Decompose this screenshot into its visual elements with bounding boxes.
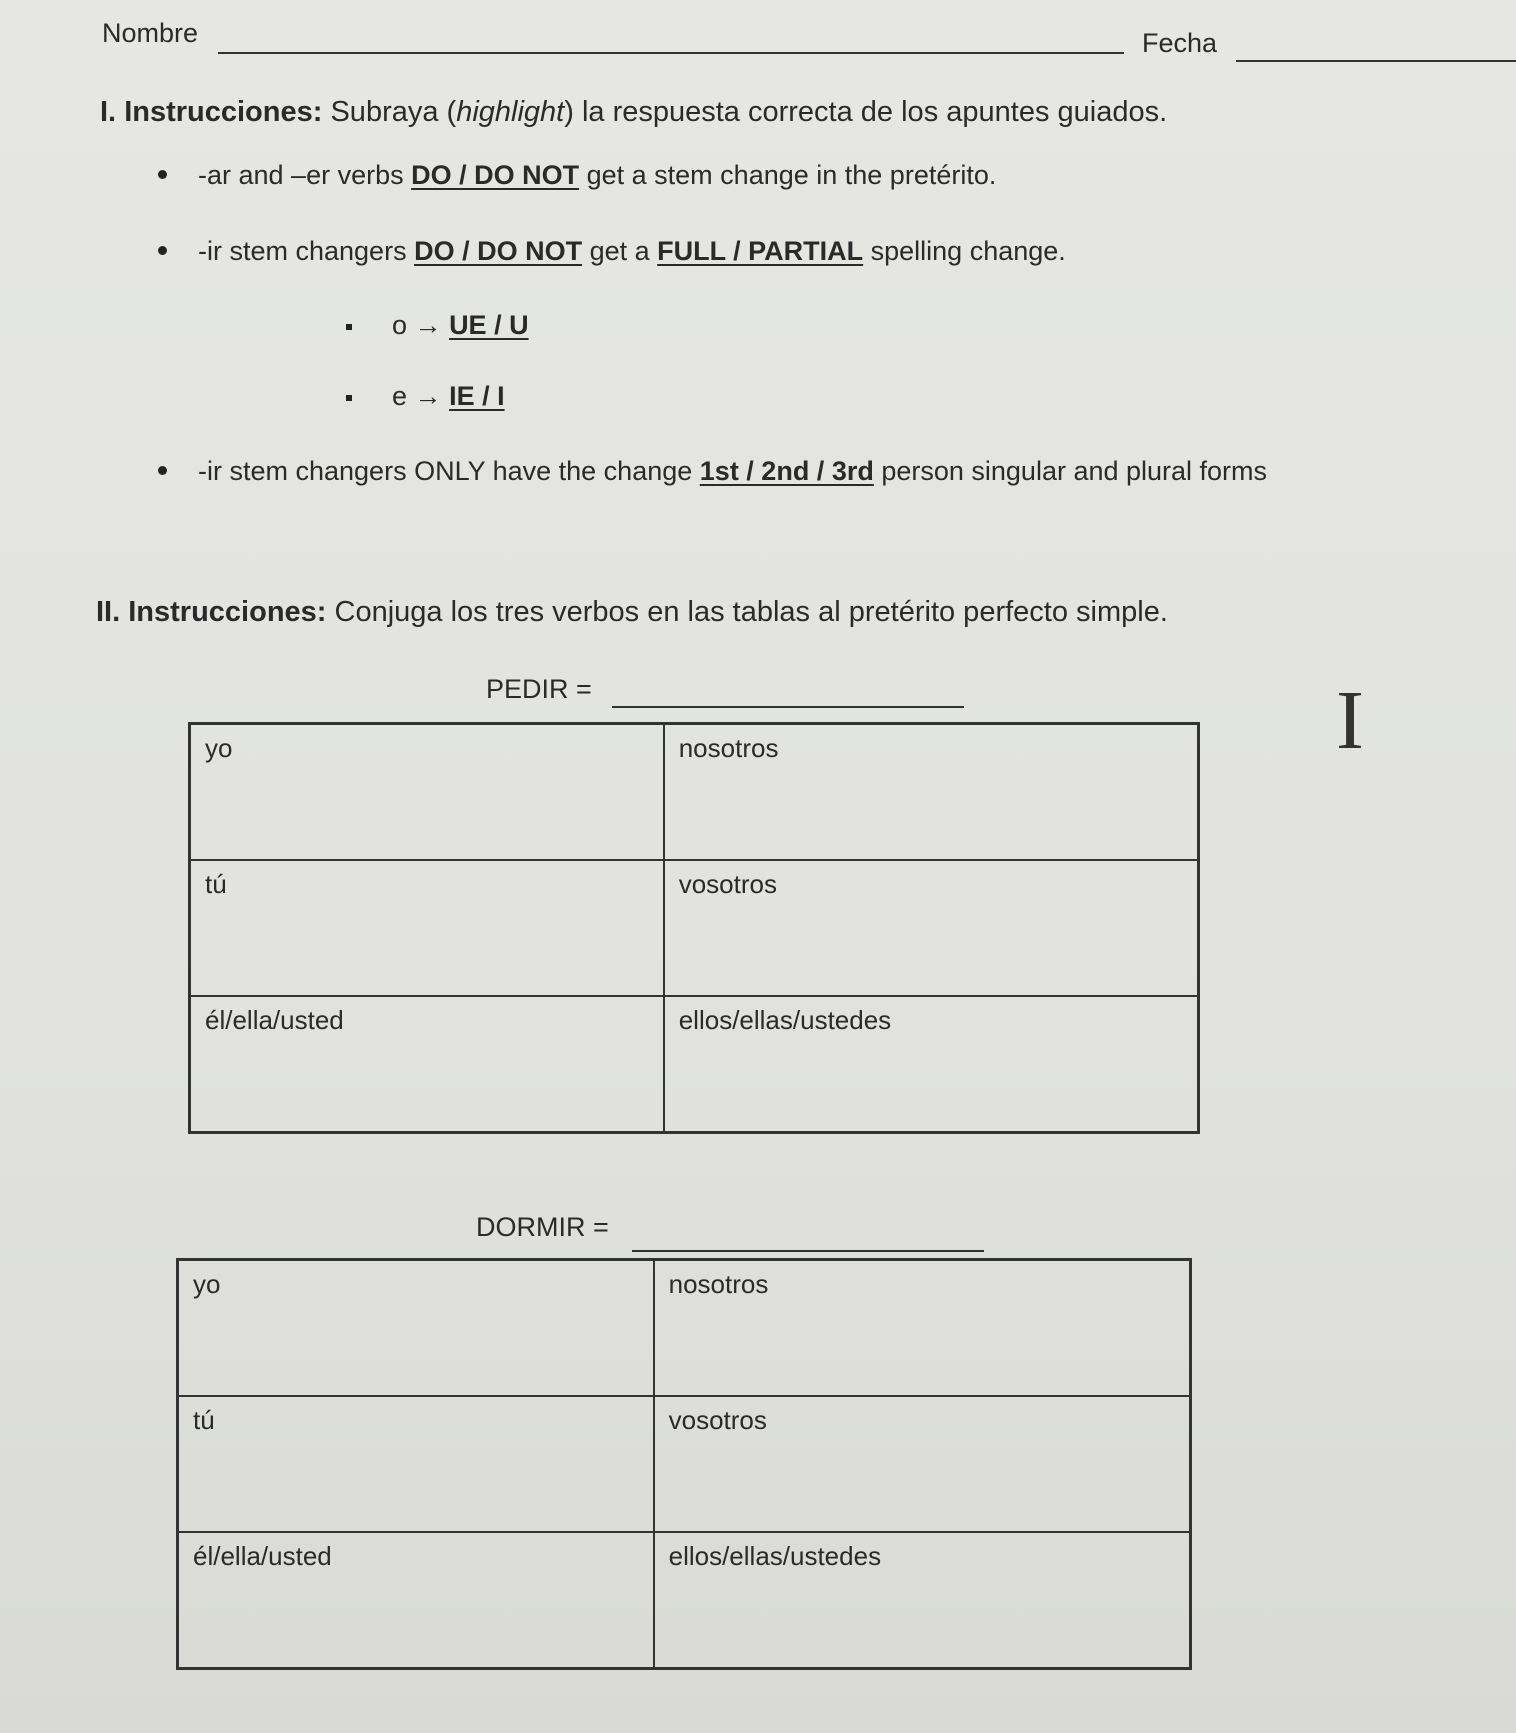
section2-text: Conjuga los tres verbos en las tablas al pretérito perfecto simple. xyxy=(334,596,1168,628)
section1-text-b: ) la respuesta correcta de los apuntes guiados. xyxy=(564,96,1168,128)
text-cursor-icon: I xyxy=(1336,674,1364,767)
table-2-caption: DORMIR = xyxy=(476,1212,609,1242)
bullet-3-option[interactable]: 1st / 2nd / 3rd xyxy=(699,456,874,486)
section1-number: I. xyxy=(100,96,117,128)
bullet-2-text-end: spelling change. xyxy=(863,236,1066,266)
table-row xyxy=(190,860,1199,996)
bullet-1-text: -ar and –er verbs xyxy=(198,160,412,190)
table-cell-nosotros[interactable]: nosotros xyxy=(664,724,1199,861)
bullet-1-text-end: get a stem change in the pretérito. xyxy=(579,160,997,190)
section1-text-a: Subraya ( xyxy=(330,96,457,128)
table-row xyxy=(190,724,1199,861)
date-blank[interactable] xyxy=(1236,60,1516,62)
table-cell-vosotros[interactable]: vosotros xyxy=(664,860,1199,996)
table-cell-el-ella-usted[interactable]: él/ella/usted xyxy=(178,1532,654,1669)
sub-bullet-e-option[interactable]: IE / I xyxy=(449,381,505,411)
bullet-2-text: -ir stem changers xyxy=(198,236,415,266)
bullet-3-text: -ir stem changers ONLY have the change xyxy=(198,456,700,486)
sub-bullet-square xyxy=(346,395,352,401)
table-cell-yo[interactable]: yo xyxy=(178,1260,654,1397)
arrow-right-icon: → xyxy=(414,310,442,340)
date-label: Fecha xyxy=(1142,28,1218,58)
name-blank[interactable] xyxy=(218,52,1124,54)
sub-bullet-o-option[interactable]: UE / U xyxy=(449,310,529,340)
bullet-1 xyxy=(198,160,996,191)
bullet-2-option-2[interactable]: FULL / PARTIAL xyxy=(657,236,864,266)
section2-number: II. xyxy=(96,596,121,628)
bullet-2-option-1[interactable]: DO / DO NOT xyxy=(414,236,583,266)
bullet-1-option[interactable]: DO / DO NOT xyxy=(411,160,580,190)
table-row xyxy=(178,1260,1191,1397)
bullet-3-text-end: person singular and plural forms xyxy=(873,456,1268,486)
table-cell-yo[interactable]: yo xyxy=(190,724,664,861)
sub-bullet-o xyxy=(392,310,529,341)
bullet-3 xyxy=(198,456,1267,487)
section1-label: Instrucciones: xyxy=(124,96,323,128)
table-cell-vosotros[interactable]: vosotros xyxy=(654,1396,1191,1532)
table-cell-ellos-ellas-ustedes[interactable]: ellos/ellas/ustedes xyxy=(654,1532,1191,1669)
bullet-dot xyxy=(158,170,167,179)
sub-bullet-o-from: o xyxy=(392,310,408,340)
arrow-right-icon: → xyxy=(414,381,442,411)
table-row xyxy=(178,1396,1191,1532)
table-2-blank[interactable] xyxy=(632,1250,984,1252)
bullet-dot xyxy=(158,466,167,475)
table-row xyxy=(178,1532,1191,1669)
table-cell-nosotros[interactable]: nosotros xyxy=(654,1260,1191,1397)
section2-heading xyxy=(96,596,1168,629)
table-cell-el-ella-usted[interactable]: él/ella/usted xyxy=(190,996,664,1133)
name-label: Nombre xyxy=(102,18,199,48)
bullet-2 xyxy=(198,236,1066,267)
table-cell-tu[interactable]: tú xyxy=(190,860,664,996)
table-cell-tu[interactable]: tú xyxy=(178,1396,654,1532)
sub-bullet-e-from: e xyxy=(392,381,408,411)
sub-bullet-e xyxy=(392,381,505,412)
conjugation-table-dormir xyxy=(176,1258,1192,1670)
table-1-blank[interactable] xyxy=(612,706,964,708)
bullet-dot xyxy=(158,246,167,255)
section1-heading xyxy=(100,96,1167,129)
table-row xyxy=(190,996,1199,1133)
bullet-2-text-mid: get a xyxy=(582,236,658,266)
table-cell-ellos-ellas-ustedes[interactable]: ellos/ellas/ustedes xyxy=(664,996,1199,1133)
sub-bullet-square xyxy=(346,324,352,330)
section2-label: Instrucciones: xyxy=(128,596,327,628)
conjugation-table-pedir xyxy=(188,722,1200,1134)
section1-italic: highlight xyxy=(456,96,565,128)
table-1-caption: PEDIR = xyxy=(486,674,592,704)
